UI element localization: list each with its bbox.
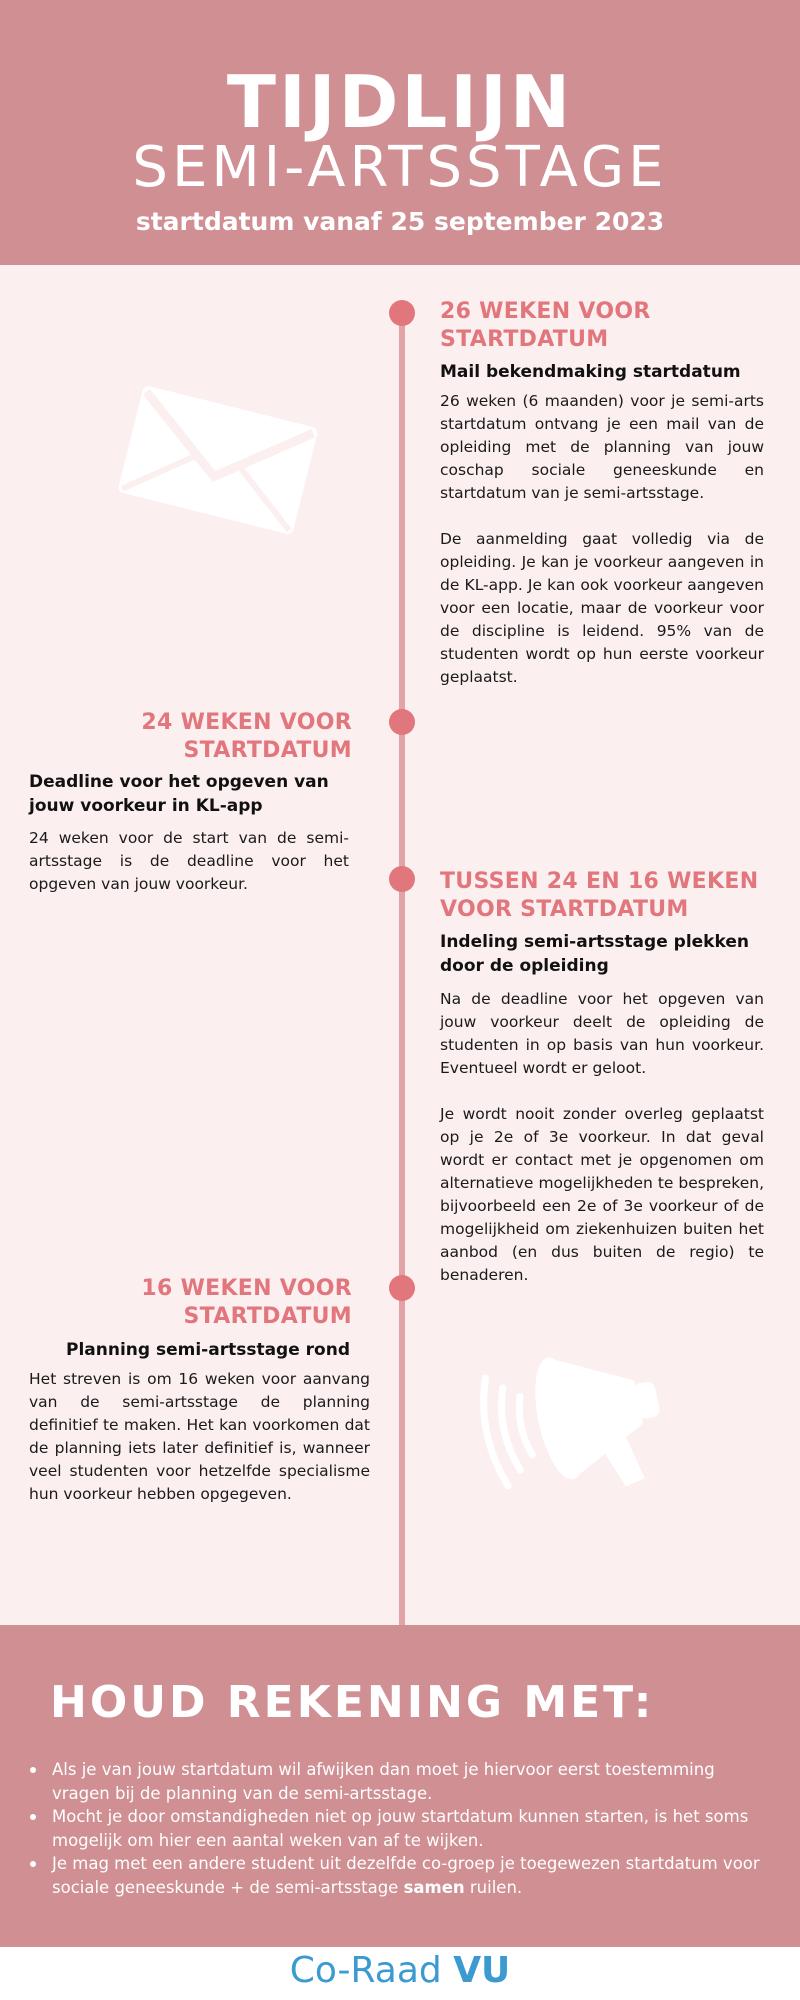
footer-banner bbox=[0, 1625, 800, 1947]
brand-name-regular: Co-Raad bbox=[289, 1950, 442, 1991]
footer-list bbox=[50, 1758, 770, 1899]
item2-title-line1: Deadline voor het opgeven van bbox=[29, 772, 329, 792]
item4-heading-line2: STARTDATUM bbox=[183, 1304, 352, 1329]
brand-name-bold: VU bbox=[453, 1950, 511, 1991]
item2-heading-line1: 24 WEKEN VOOR bbox=[141, 710, 352, 735]
start-date: startdatum vanaf 25 september 2023 bbox=[135, 207, 665, 236]
page-subtitle: SEMI-ARTSSTAGE bbox=[132, 135, 668, 200]
item2-title-line2: jouw voorkeur in KL-app bbox=[29, 796, 263, 816]
item2-title bbox=[29, 770, 359, 818]
item1-heading-line1: 26 WEKEN VOOR bbox=[440, 299, 651, 324]
item4-title: Planning semi-artsstage rond bbox=[66, 1340, 350, 1360]
list-item: Mocht je door omstandigheden niet op jouw startdatum kunnen starten, is het soms mogelijk om hier een aantal weken van af te wijken. bbox=[50, 1805, 770, 1852]
footer-title: HOUD REKENING MET: bbox=[50, 1677, 655, 1728]
list-item bbox=[50, 1852, 770, 1899]
brand-logo bbox=[0, 1947, 800, 2000]
item1-body bbox=[440, 390, 764, 689]
header-banner bbox=[0, 0, 800, 265]
item2-heading bbox=[40, 709, 352, 765]
megaphone-icon bbox=[465, 1325, 690, 1505]
item4-heading bbox=[40, 1275, 352, 1331]
item3-paragraph2: Je wordt nooit zonder overleg geplaatst op je 2e of 3e voorkeur. In dat geval wordt er contact met je opgenomen om alternatieve mogelijkheden te bespreken, bijvoorbeeld een 2e of 3e voorkeur of de mogelijkheid om ziekenhuizen buiten het aanbod (en dus buiten de regio) te benaderen. bbox=[440, 1105, 764, 1284]
item1-paragraph2: De aanmelding gaat volledig via de opleiding. Je kan je voorkeur aangeven in de KL-app. Je kan ook voorkeur aangeven voor een locatie, maar de voorkeur voor de discipline is leidend. 95% van de studenten wordt op hun eerste voorkeur geplaatst. bbox=[440, 530, 764, 686]
item4-heading-line1: 16 WEKEN VOOR bbox=[141, 1276, 352, 1301]
bullet3-after: ruilen. bbox=[464, 1877, 523, 1897]
timeline-dot-4 bbox=[389, 1275, 415, 1301]
item1-title: Mail bekendmaking startdatum bbox=[440, 362, 741, 382]
item3-heading-line1: TUSSEN 24 EN 16 WEKEN bbox=[440, 869, 759, 894]
item2-heading-line2: STARTDATUM bbox=[183, 738, 352, 763]
item1-heading-line2: STARTDATUM bbox=[440, 327, 609, 352]
item3-title bbox=[440, 930, 770, 978]
item3-title-line1: Indeling semi-artsstage plekken bbox=[440, 932, 749, 952]
item3-paragraph1: Na de deadline voor het opgeven van jouw voorkeur deelt de opleiding de studenten in op basis van hun voorkeur. Eventueel wordt er geloot. bbox=[440, 990, 764, 1077]
timeline-dot-3 bbox=[389, 866, 415, 892]
list-item: Als je van jouw startdatum wil afwijken dan moet je hiervoor eerst toestemming vragen bij de planning van de semi-artsstage. bbox=[50, 1758, 770, 1805]
timeline-dot-1 bbox=[389, 300, 415, 326]
page-title: TIJDLIJN bbox=[226, 60, 574, 144]
item3-body bbox=[440, 988, 764, 1287]
envelope-icon bbox=[118, 385, 318, 535]
item1-paragraph1: 26 weken (6 maanden) voor je semi-arts startdatum ontvang je een mail van de opleiding met de planning van jouw coschap sociale geneeskunde en startdatum van je semi-artsstage. bbox=[440, 392, 764, 502]
bullet3-before: Je mag met een andere student uit dezelfde co-groep je toegewezen startdatum voor sociale geneeskunde + de semi-artsstage bbox=[52, 1854, 760, 1897]
timeline-dot-2 bbox=[389, 709, 415, 735]
bullet3-bold: samen bbox=[403, 1877, 465, 1897]
item2-paragraph: 24 weken voor de start van de semi-artsstage is de deadline voor het opgeven van jouw voorkeur. bbox=[29, 829, 349, 893]
item3-heading-line2: VOOR STARTDATUM bbox=[440, 897, 689, 922]
timeline-line bbox=[399, 312, 405, 1625]
item4-paragraph: Het streven is om 16 weken voor aanvang van de semi-artsstage de planning definitief te maken. Het kan voorkomen dat de planning iets later definitief is, wanneer veel studenten voor hetzelfde specialisme hun voorkeur hebben opgegeven. bbox=[29, 1370, 370, 1503]
item1-heading bbox=[440, 298, 770, 354]
item3-heading bbox=[440, 868, 780, 924]
item3-title-line2: door de opleiding bbox=[440, 956, 609, 976]
